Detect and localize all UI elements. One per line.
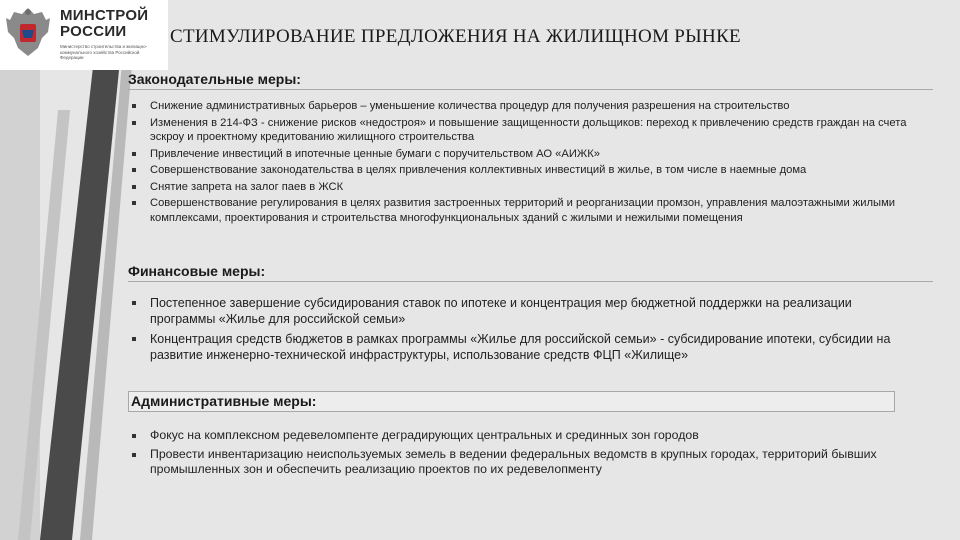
list-item: Фокус на комплексном редевеломпенте деградирующих центральных и срединных зон городов [128,428,928,444]
list-item: Концентрация средств бюджетов в рамках программы «Жилье для российской семьи» - субсидирование ипотеки, субсидии на развитие инженерно-технической инфраструктуры, использование средств ФЦП «Жилище» [128,331,918,363]
list-item: Привлечение инвестиций в ипотечные ценные бумаги с поручительством АО «АИЖК» [128,147,933,162]
logo-title [60,8,148,40]
list-item: Совершенствование регулирования в целях развития застроенных территорий и реорганизации промзон, управления малоэтажными жилыми комплексами, проектирования и строительства многофункциональных зданий с жилыми и нежилыми помещения [128,196,933,225]
financial-heading: Финансовые меры: [128,263,933,282]
list-item: Провести инвентаризацию неиспользуемых земель в ведении федеральных ведомств в крупных городах, территорий бывших промышленных зон и обеспечить реализацию проектов по их редевелопменту [128,447,928,478]
logo-subtitle: Министерство строительства и жилищно-коммунального хозяйства Российской Федерации [60,44,148,60]
legislative-list [128,99,933,227]
logo [0,0,168,70]
logo-title-line1: МИНСТРОЙ [60,7,149,24]
logo-title-line2: РОССИИ [60,23,127,40]
administrative-heading: Административные меры: [128,391,895,412]
financial-list [128,295,918,367]
list-item: Постепенное завершение субсидирования ставок по ипотеке и концентрация мер бюджетной поддержки на реализации программы «Жилье для российской семьи» [128,295,918,327]
page-title: СТИМУЛИРОВАНИЕ ПРЕДЛОЖЕНИЯ НА ЖИЛИЩНОМ РЫНКЕ [170,26,741,47]
administrative-list [128,428,928,481]
list-item: Изменения в 214-ФЗ - снижение рисков «недостроя» и повышение защищенности дольщиков: переход к привлечению средств граждан на счета эскроу и проектному кредитованию жилищного строительства [128,116,933,145]
list-item: Снятие запрета на залог паев в ЖСК [128,180,933,195]
list-item: Совершенствование законодательства в целях привлечения коллективных инвестиций в жилье, в том числе в наемные дома [128,163,933,178]
list-item: Снижение административных барьеров – уменьшение количества процедур для получения разрешения на строительство [128,99,933,114]
coat-of-arms-icon [4,4,52,64]
legislative-heading: Законодательные меры: [128,71,933,90]
